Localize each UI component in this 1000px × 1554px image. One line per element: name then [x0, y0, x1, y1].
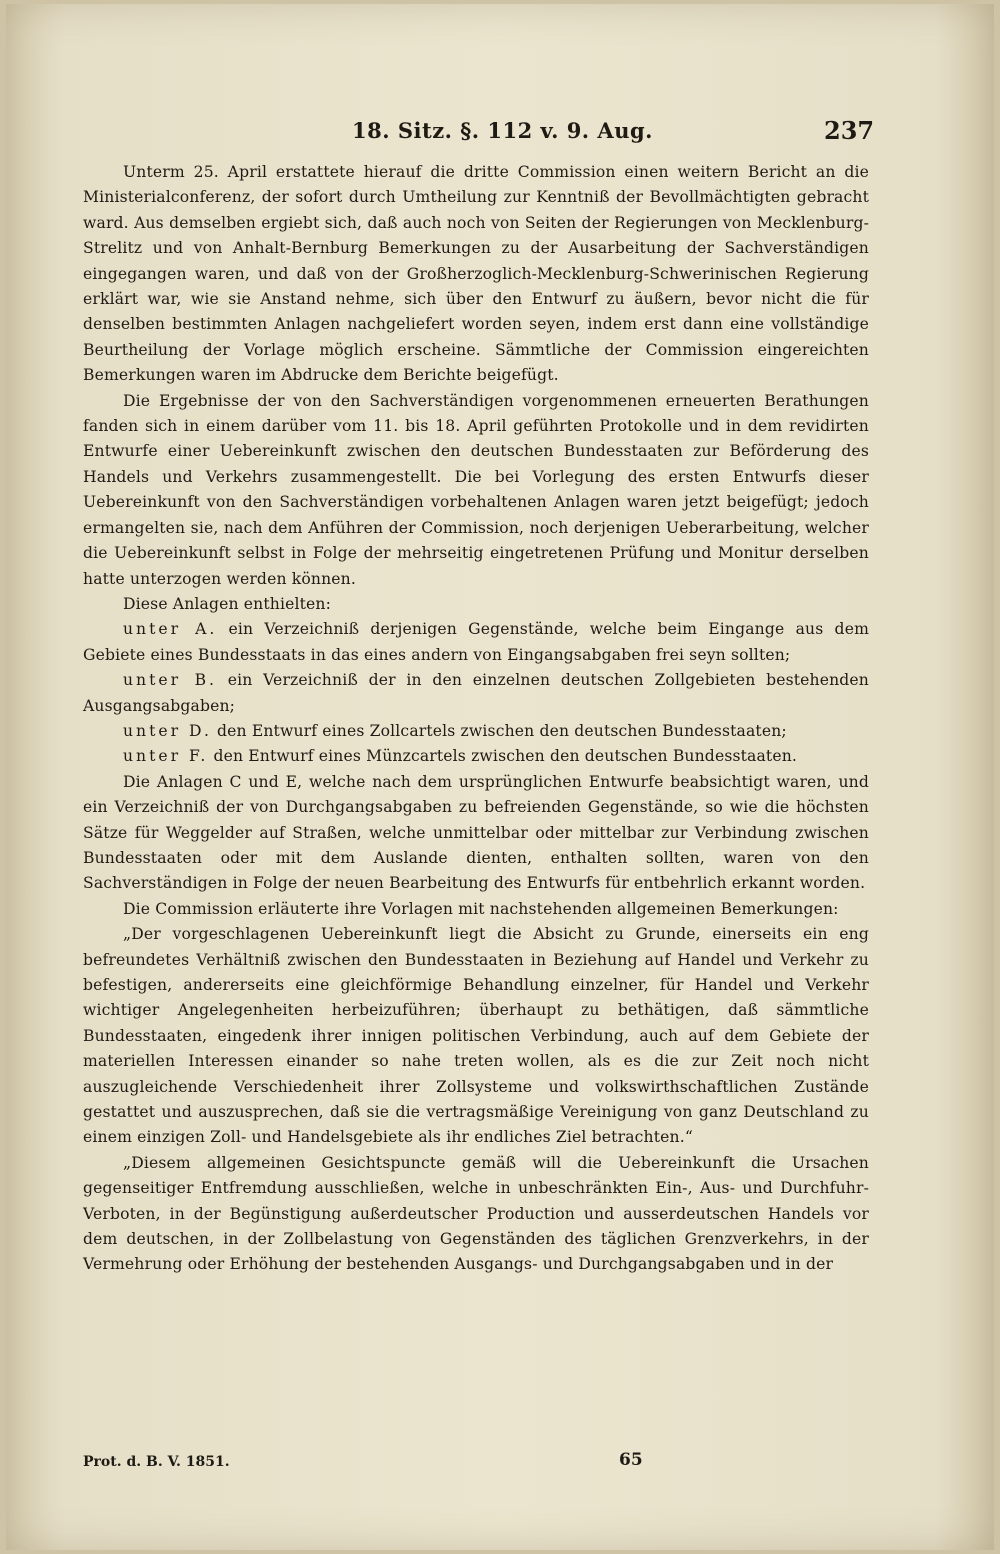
- paragraph: Die Commission erläuterte ihre Vorlagen mit nachstehenden allgemeinen Bemerkungen:: [123, 899, 839, 918]
- list-item-label: unter D.: [123, 721, 212, 740]
- running-title: 18. Sitz. §. 112 v. 9. Aug.: [352, 118, 653, 143]
- paragraph: Unterm 25. April erstattete hierauf die dritte Commission einen weitern Bericht an die Ministerialconferenz, der sofort durch Umtheilung zur Kenntniß der Bevollmächtigten gebracht ward. Aus demselben ergiebt sich, daß auch noch von Seiten der Regierungen von Mecklenburg-Strelitz und von Anhalt-Bernburg Bemerkungen zu der Ausarbeitung der Sachverständigen eingegangen waren, und daß von der Großherzoglich-Mecklenburg-Schwerinischen Regierung erklärt war, wie sie Anstand nehme, sich über den Entwurf zu äußern, bevor nicht die für denselben bestimmten Anlagen nachgeliefert worden seyen, indem erst dann eine vollständige Beurtheilung der Vorlage möglich erscheine. Sämmtliche der Commission eingereichten Bemerkungen waren im Abdrucke dem Berichte beigefügt.: [83, 163, 869, 385]
- page-body: [83, 160, 869, 1278]
- list-item-text: ein Verzeichniß derjenigen Gegenstände, welche beim Eingange aus dem Gebiete eines Bundesstaats in das eines andern von Eingangsabgaben frei seyn sollten;: [83, 620, 870, 664]
- list-item-text: ein Verzeichniß der in den einzelnen deutschen Zollgebieten bestehenden Ausgangsabgaben;: [83, 671, 869, 715]
- list-item-label: unter B.: [123, 671, 217, 690]
- paragraph: Diese Anlagen enthielten:: [123, 594, 332, 613]
- page-footer: [83, 1450, 869, 1474]
- page-number: 237: [824, 116, 875, 145]
- paragraph: Die Ergebnisse der von den Sachverständigen vorgenommenen erneuerten Berathungen fanden sich in einem darüber vom 11. bis 18. April geführten Protokolle und in dem revidirten Entwurfe einer Uebereinkunft zwischen den deutschen Bundesstaaten zur Beförderung des Handels und Verkehrs zusammengestellt. Die bei Vorlegung des ersten Entwurfs dieser Uebereinkunft von den Sachverständigen vorbehaltenen Anlagen waren jetzt beigefügt; jedoch ermangelten sie, nach dem Anführen der Commission, noch derjenigen Ueberarbeitung, welcher die Uebereinkunft selbst in Folge der mehrseitig eingetretenen Prüfung und Monitur derselben hatte unterzogen werden können.: [83, 391, 869, 588]
- list-item-text: den Entwurf eines Münzcartels zwischen den deutschen Bundesstaaten.: [213, 747, 798, 766]
- list-item-text: den Entwurf eines Zollcartels zwischen den deutschen Bundesstaaten;: [217, 721, 787, 740]
- list-item: [83, 744, 869, 769]
- list-item: [83, 719, 869, 744]
- paragraph: „Der vorgeschlagenen Uebereinkunft liegt die Absicht zu Grunde, einerseits ein eng befreundetes Verhältniß zwischen den Bundesstaaten in Beziehung auf Handel und Verkehr zu befestigen, andererseits eine gleichförmige Behandlung einzelner, für Handel und Verkehr wichtiger Angelegenheiten herbeizuführen; überhaupt zu bethätigen, daß sämmtliche Bundesstaaten, eingedenk ihrer innigen politischen Verbindung, auch auf dem Gebiete der materiellen Interessen einander so nahe treten wollen, als es die zur Zeit noch nicht auszugleichende Verschiedenheit ihrer Zollsysteme und volkswirthschaftlichen Zustände gestattet und auszusprechen, daß sie die vertragsmäßige Vereinigung von ganz Deutschland zu einem einzigen Zoll- und Handelsgebiete als ihr endliches Ziel betrachten.“: [83, 925, 869, 1147]
- list-item-label: unter A.: [123, 620, 218, 639]
- paragraph: „Diesem allgemeinen Gesichtspuncte gemäß will die Uebereinkunft die Ursachen gegenseitiger Entfremdung ausschließen, welche in unbeschränkten Ein-, Aus- und Durchfuhr-Verboten, in der Begünstigung außerdeutscher Production und ausserdeutschen Handels vor dem deutschen, in der Zollbelastung von Gegenständen des täglichen Grenzverkehrs, in der Vermehrung oder Erhöhung der bestehenden Ausgangs- und Durchgangsabgaben und in der: [83, 1153, 869, 1274]
- printer-signature: Prot. d. B. V. 1851.: [83, 1454, 230, 1470]
- list-item-label: unter F.: [123, 747, 209, 766]
- paragraph: Die Anlagen C und E, welche nach dem ursprünglichen Entwurfe beabsichtigt waren, und ein Verzeichniß der von Durchgangsabgaben zu befreienden Gegenstände, so wie die höchsten Sätze für Weggelder auf Straßen, welche unmittelbar oder mittelbar zur Verbindung zwischen Bundesstaaten oder mit dem Auslande dienten, enthalten sollten, waren von den Sachverständigen in Folge der neuen Bearbeitung des Entwurfs für entbehrlich erkannt worden.: [83, 772, 869, 893]
- list-item: [83, 617, 869, 668]
- book-page: [6, 4, 994, 1550]
- sheet-number: 65: [619, 1450, 643, 1470]
- list-item: [83, 668, 869, 719]
- page-header: [6, 114, 1000, 150]
